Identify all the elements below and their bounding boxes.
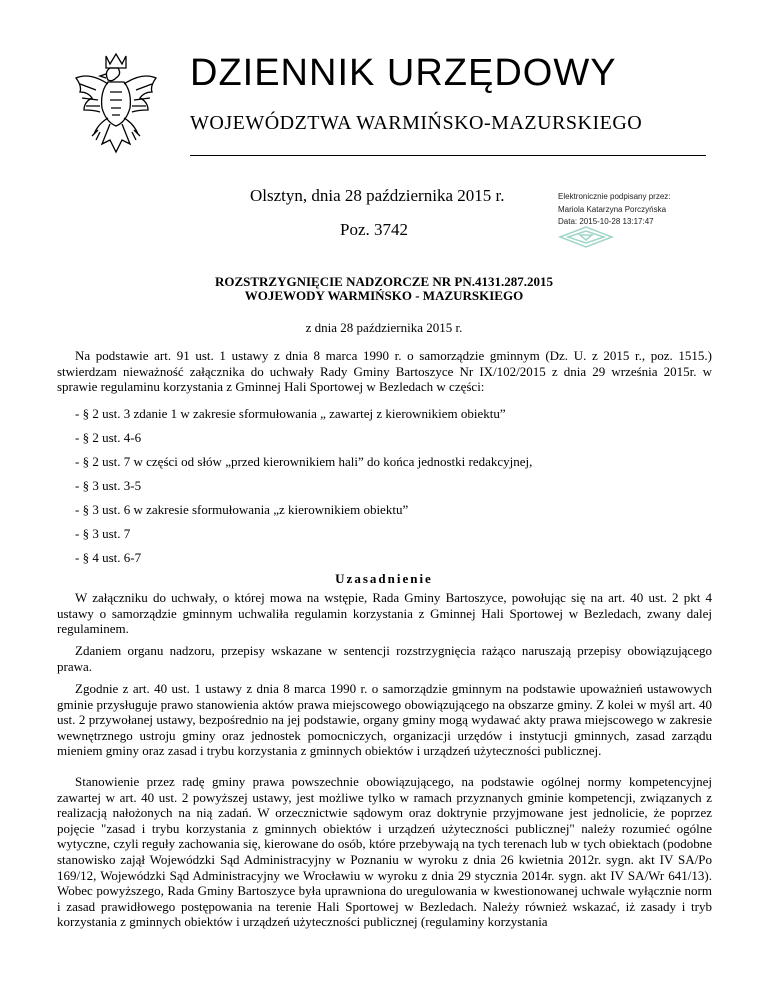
header-divider: [190, 155, 706, 156]
signature-signer: Mariola Katarzyna Porczyńska: [558, 204, 667, 214]
signature-label: Elektronicznie podpisany przez:: [558, 192, 671, 201]
signature-stamp-icon: [558, 226, 614, 248]
body-paragraph: Stanowienie przez radę gminy prawa powszechnie obowiązującego, na podstawie ogólnej normy kompetencyjnej zawartej w art. 40 ust. 2 powyższej ustawy, jest możliwe tylko w ramach przyznanych gminie kompetencji, związanych z realizacją nałożonych na nią zadań. W orzecznictwie sądowym oraz doktrynie przyjmowane jest jednolicie, że poprzez pojęcie "zasad i trybu korzystania z gminnych obiektów i urządzeń użyteczności publicznej" należy rozumieć ogólne wytyczne, czyli reguły zachowania się, kierowane do osób, które przebywają na tych terenach lub w tych obiektach (podobne stanowisko zajął Wojewódzki Sąd Administracyjny w Poznaniu w wyroku z dnia 26 kwietnia 2012r. sygn. akt IV SA/Po 169/12, Wojewódzki Sąd Administracyjny we Wrocławiu w wyroku z dnia 29 stycznia 2014r. sygn. akt IV SA/Wr 641/13). Wobec powyższego, Rada Gminy Bartoszyce była uprawniona do uregulowania w kwestionowanej uchwale wyłącznie norm i zasad prawidłowego postępowania na terenie Hali Sportowej w Bezledach. Należy również wskazać, iż zasady i tryb korzystania z gminnych obiektów i urządzeń użyteczności publicznej (regulaminy korzystania: [57, 774, 712, 930]
document-heading-line2: WOJEWODY WARMIŃSKO - MAZURSKIEGO: [244, 288, 524, 303]
electronic-signature-block: [558, 191, 671, 229]
signature-date: Data: 2015-10-28 13:17:47: [558, 217, 654, 226]
publication-title: DZIENNIK URZĘDOWY: [190, 52, 617, 94]
body-paragraph: W załączniku do uchwały, o której mowa na wstępie, Rada Gminy Bartoszyce, powołując się na art. 40 ust. 2 pkt 4 ustawy o samorządzie gminnym uchwaliła regulamin korzystania z Gminnej Hali Sportowej w Bezledach, zwany dalej regulaminem.: [57, 590, 712, 637]
section-title: Uzasadnienie: [335, 571, 433, 586]
body-paragraph: Zdaniem organu nadzoru, przepisy wskazane w sentencji rozstrzygnięcia rażąco naruszają przepisy obowiązującego prawa.: [57, 643, 712, 674]
intro-paragraph: Na podstawie art. 91 ust. 1 ustawy z dnia 8 marca 1990 r. o samorządzie gminnym (Dz. U. z 2015 r., poz. 1515.) stwierdzam nieważność załącznika do uchwały Rady Gminy Bartoszyce Nr IX/102/2015 z dnia 29 września 2015r. w sprawie regulaminu korzystania z Gminnej Hali Sportowej w Bezledach w części:: [57, 348, 712, 395]
list-item: - § 3 ust. 7: [75, 526, 131, 541]
list-item: - § 2 ust. 3 zdanie 1 w zakresie sformułowania „ zawartej z kierownikiem obiektu”: [75, 406, 506, 421]
list-item: - § 3 ust. 6 w zakresie sformułowania „z kierownikiem obiektu”: [75, 502, 409, 517]
body-paragraph: Zgodnie z art. 40 ust. 1 ustawy z dnia 8 marca 1990 r. o samorządzie gminnym na podstawie upoważnień ustawowych gminie przysługuje prawo stanowienia aktów prawa miejscowego obowiązującego na obszarze gminy. Z kolei w myśl art. 40 ust. 2 przywołanej ustawy, bezpośrednio na jej podstawie, organy gminy mogą wydawać akty prawa miejscowego w zakresie wewnętrznego ustroju gminy oraz jednostek pomocniczych, organizacji urzędów i instytucji gminnych, zasad zarządu mieniem gminy oraz zasad i trybu korzystania z gminnych obiektów i urządzeń użyteczności publicznej.: [57, 681, 712, 759]
document-date: z dnia 28 października 2015 r.: [305, 320, 463, 335]
publication-subtitle: WOJEWÓDZTWA WARMIŃSKO-MAZURSKIEGO: [190, 112, 643, 134]
document-heading-line1: ROZSTRZYGNIĘCIE NADZORCZE NR PN.4131.287.2015: [214, 274, 554, 289]
place-and-date: Olsztyn, dnia 28 października 2015 r.: [250, 186, 505, 205]
list-item: - § 4 ust. 6-7: [75, 550, 142, 565]
list-item: - § 2 ust. 4-6: [75, 430, 142, 445]
list-item: - § 3 ust. 3-5: [75, 478, 142, 493]
position-number: Poz. 3742: [340, 220, 408, 239]
list-item: - § 2 ust. 7 w części od słów „przed kierownikiem hali” do końca jednostki redakcyjnej,: [75, 454, 533, 469]
polish-eagle-emblem-icon: [70, 52, 162, 158]
